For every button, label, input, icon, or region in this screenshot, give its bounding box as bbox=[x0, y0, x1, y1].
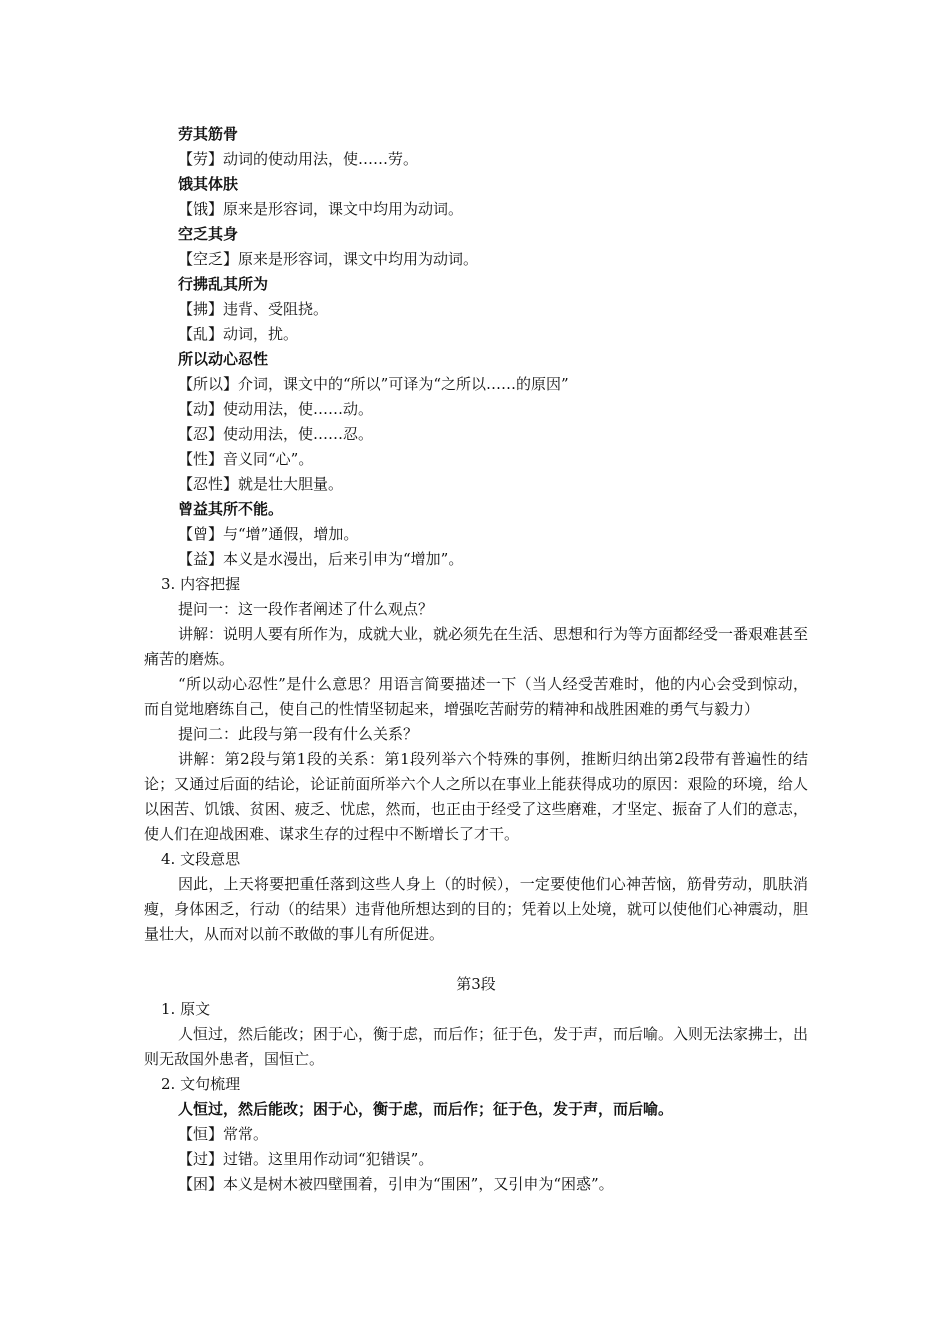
gloss-xing: 【性】音义同“心”。 bbox=[178, 450, 314, 468]
section-spacer bbox=[144, 947, 808, 972]
heading-content-grasp: 3. 内容把握 bbox=[161, 575, 241, 593]
question-two: 提问二：此段与第一段有什么关系？ bbox=[178, 725, 419, 743]
gloss-ren: 【忍】使动用法，使……忍。 bbox=[178, 425, 374, 443]
gloss-heng: 【恒】常常。 bbox=[178, 1125, 269, 1143]
gloss-fu: 【拂】违背、受阻挠。 bbox=[178, 300, 329, 318]
headword-xing-fu-luan: 行拂乱其所为 bbox=[178, 275, 269, 293]
section-title: 第3段 bbox=[456, 975, 496, 993]
gloss-zeng: 【曾】与“增”通假，增加。 bbox=[178, 525, 359, 543]
heading-paragraph-meaning: 4. 文段意思 bbox=[161, 850, 241, 868]
paragraph-meaning: 因此，上天将要把重任落到这些人身上（的时候），一定要使他们心神苦恼，筋骨劳动，肌肤消瘦，身体困乏，行动（的结果）违背他所想达到的目的；凭着以上处境，就可以使他们心神震动，胆量壮大，从而对以前不敢做的事儿有所促进。 bbox=[144, 875, 808, 943]
answer-two: 讲解：第2段与第1段的关系：第1段列举六个特殊的事例，推断归纳出第2段带有普遍性的结论；又通过后面的结论，论证前面所举六个人之所以在事业上能获得成功的原因：艰险的环境，给人以困苦、饥饿、贫困、疲乏、忧虑，然而，也正由于经受了这些磨难，才坚定、振奋了人们的意志，使人们在迎战困难、谋求生存的过程中不断增长了才干。 bbox=[144, 750, 808, 843]
gloss-guo: 【过】过错。这里用作动词“犯错误”。 bbox=[178, 1150, 434, 1168]
headword-ren-heng-guo: 人恒过，然后能改；困于心，衡于虑，而后作；征于色，发于声，而后喻。 bbox=[178, 1100, 674, 1118]
answer-one: 讲解：说明人要有所作为，成就大业，就必须先在生活、思想和行为等方面都经受一番艰难甚至痛苦的磨炼。 bbox=[144, 625, 809, 668]
question-one-followup: “所以动心忍性”是什么意思？用语言简要描述一下（当人经受苦难时，他的内心会受到惊动，而自觉地磨练自己，使自己的性情坚韧起来，增强吃苦耐劳的精神和战胜困难的勇气与毅力） bbox=[144, 675, 808, 718]
gloss-luan: 【乱】动词，扰。 bbox=[178, 325, 299, 343]
headword-lao-qi-jin-gu: 劳其筋骨 bbox=[178, 125, 239, 143]
headword-zeng-yi: 曾益其所不能。 bbox=[178, 500, 284, 518]
headword-suo-yi-dong-xin: 所以动心忍性 bbox=[178, 350, 269, 368]
gloss-kong-fa: 【空乏】原来是形容词，课文中均用为动词。 bbox=[178, 250, 479, 268]
document-page bbox=[144, 122, 808, 1197]
gloss-yi: 【益】本义是水漫出，后来引申为“增加”。 bbox=[178, 550, 464, 568]
gloss-kun: 【困】本义是树木被四壁围着，引申为“围困”，又引申为“困惑”。 bbox=[178, 1175, 614, 1193]
heading-original-text: 1. 原文 bbox=[161, 1000, 211, 1018]
gloss-suo-yi: 【所以】介词，课文中的“所以”可译为“之所以……的原因” bbox=[178, 375, 569, 393]
heading-sentence-analysis: 2. 文句梳理 bbox=[161, 1075, 241, 1093]
gloss-ren-xing: 【忍性】就是壮大胆量。 bbox=[178, 475, 344, 493]
question-one: 提问一：这一段作者阐述了什么观点？ bbox=[178, 600, 434, 618]
gloss-dong: 【动】使动用法，使……动。 bbox=[178, 400, 374, 418]
headword-e-qi-ti-fu: 饿其体肤 bbox=[178, 175, 239, 193]
headword-kong-fa-qi-shen: 空乏其身 bbox=[178, 225, 239, 243]
gloss-lao: 【劳】动词的使动用法，使……劳。 bbox=[178, 150, 419, 168]
gloss-e: 【饿】原来是形容词，课文中均用为动词。 bbox=[178, 200, 464, 218]
original-text: 人恒过，然后能改；困于心，衡于虑，而后作；征于色，发于声，而后喻。入则无法家拂士，出则无敌国外患者，国恒亡。 bbox=[144, 1025, 809, 1068]
